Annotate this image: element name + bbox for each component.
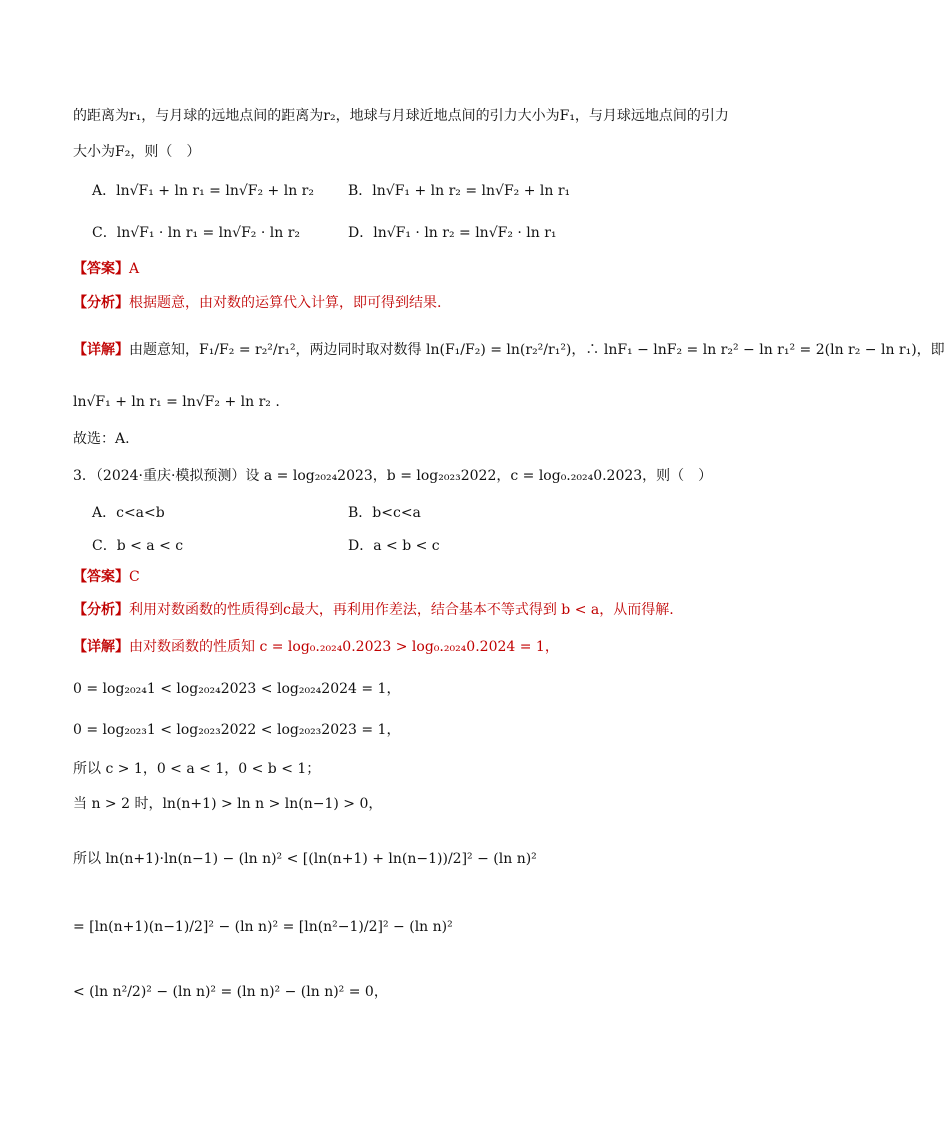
analysis-tag: 【分析】 xyxy=(73,295,129,311)
q3-detail-5: 当 n > 2 时，ln(n+1) > ln n > ln(n−1) > 0， xyxy=(73,796,383,812)
detail-text: 由题意知，F₁/F₂ = r₂²/r₁²，两边同时取对数得 ln(F₁/F₂) = ln(r₂²/r₁²)，∴ lnF₁ − lnF₂ = ln r₂² − ln r₁² = 2(ln r₂ − ln r₁)，即 xyxy=(129,342,945,358)
analysis-tag: 【分析】 xyxy=(73,602,129,618)
q3-detail-8: < (ln n²/2)² − (ln n)² = (ln n)² − (ln n)² = 0， xyxy=(73,984,388,1000)
q3-option-d: D．a < b < c xyxy=(348,538,440,554)
q3-analysis xyxy=(73,600,674,620)
analysis-text: 利用对数函数的性质得到c最大，再利用作差法，结合基本不等式得到 b < a，从而得解. xyxy=(129,602,674,618)
q3-detail-7: = [ln(n+1)(n−1)/2]² − (ln n)² = [ln(n²−1)/2]² − (ln n)² xyxy=(73,919,453,935)
q2-analysis xyxy=(73,293,441,313)
q3-detail-4: 所以 c > 1，0 < a < 1，0 < b < 1； xyxy=(73,761,321,777)
answer-value: C xyxy=(129,569,140,585)
q2-detail-1 xyxy=(73,340,945,360)
answer-tag: 【答案】 xyxy=(73,569,129,585)
detail-tag: 【详解】 xyxy=(73,639,129,655)
answer-tag: 【答案】 xyxy=(73,261,129,277)
q2-detail-2: ln√F₁ + ln r₁ = ln√F₂ + ln r₂ . xyxy=(73,394,280,410)
detail-text: 由对数函数的性质知 c = log₀.₂₀₂₄0.2023 > log₀.₂₀₂₄0.2024 = 1， xyxy=(129,639,559,655)
q2-stem-line1: 的距离为r₁，与月球的远地点间的距离为r₂，地球与月球近地点间的引力大小为F₁，与月球远地点间的引力 xyxy=(73,108,729,124)
q3-detail-1 xyxy=(73,637,559,657)
q2-stem-line2: 大小为F₂，则（ ） xyxy=(73,144,201,160)
q3-option-a: A．c<a<b xyxy=(92,505,165,521)
answer-value: A xyxy=(129,261,140,277)
detail-tag: 【详解】 xyxy=(73,342,129,358)
q2-option-a: A．ln√F₁ + ln r₁ = ln√F₂ + ln r₂ xyxy=(92,183,314,199)
q2-option-c: C．ln√F₁ · ln r₁ = ln√F₂ · ln r₂ xyxy=(92,225,301,241)
q3-answer xyxy=(73,567,140,587)
q3-option-c: C．b < a < c xyxy=(92,538,184,554)
q2-answer xyxy=(73,259,139,279)
q3-detail-2: 0 = log₂₀₂₄1 < log₂₀₂₄2023 < log₂₀₂₄2024 = 1， xyxy=(73,681,401,697)
analysis-text: 根据题意，由对数的运算代入计算，即可得到结果. xyxy=(129,295,442,311)
q3-detail-3: 0 = log₂₀₂₃1 < log₂₀₂₃2022 < log₂₀₂₃2023 = 1， xyxy=(73,722,401,738)
q2-option-d: D．ln√F₁ · ln r₂ = ln√F₂ · ln r₁ xyxy=(348,225,557,241)
q2-conclusion: 故选：A. xyxy=(73,431,130,447)
q3-option-b: B．b<c<a xyxy=(348,505,421,521)
q3-stem: 3．（2024·重庆·模拟预测）设 a = log₂₀₂₄2023，b = log₂₀₂₃2022，c = log₀.₂₀₂₄0.2023，则（ ） xyxy=(73,468,713,484)
q3-detail-6: 所以 ln(n+1)·ln(n−1) − (ln n)² < [(ln(n+1) + ln(n−1))/2]² − (ln n)² xyxy=(73,851,537,867)
q2-option-b: B．ln√F₁ + ln r₂ = ln√F₂ + ln r₁ xyxy=(348,183,571,199)
